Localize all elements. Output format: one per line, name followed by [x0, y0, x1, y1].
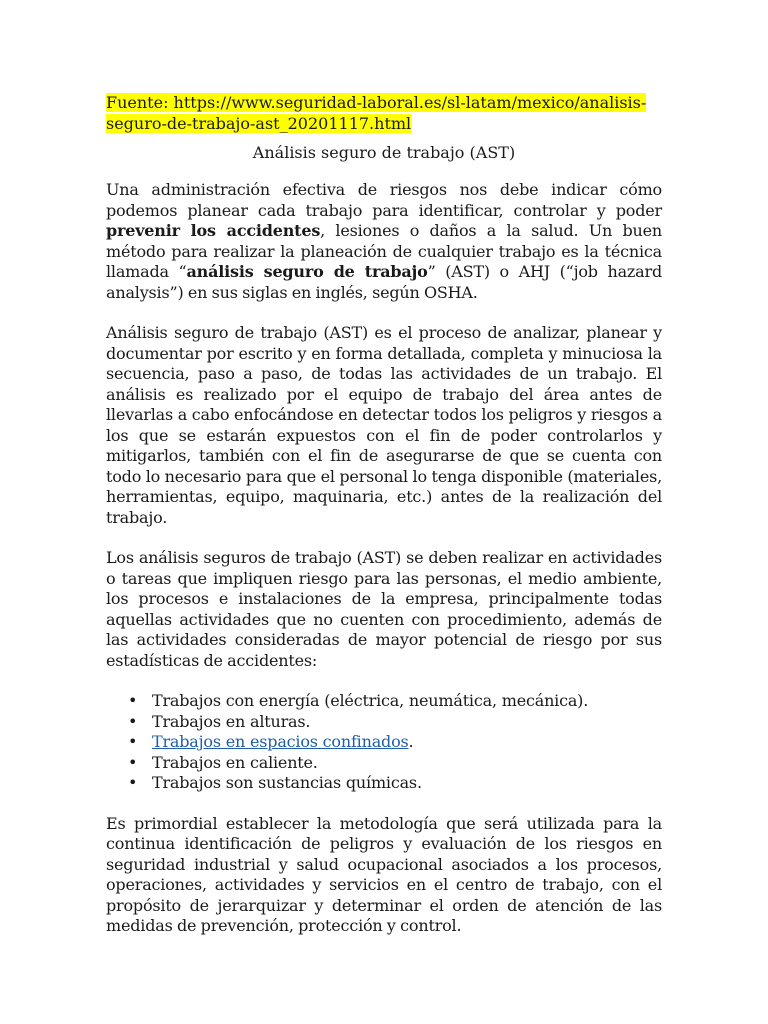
bullet-icon: • — [128, 752, 138, 772]
bullet-icon: • — [128, 711, 138, 731]
source-highlight[interactable]: Fuente: https://www.seguridad-laboral.es/sl-latam/mexico/analisis- seguro-de-trabajo-ast_20201117.html — [106, 93, 647, 133]
bold-ast: análisis seguro de trabajo — [186, 262, 428, 281]
bold-prevenir: prevenir los accidentes — [106, 221, 321, 240]
paragraph-methodology: Es primordial establecer la metodología que será utilizada para la continua identificación de peligros y evaluación de los riesgos en seguridad industrial y salud ocupacional asociados a los procesos, operaciones, actividades y servicios en el centro de trabajo, con el propósito de jerarquizar y determinar el orden de atención de las medidas de prevención, protección y control. — [106, 813, 662, 935]
list-item: • Trabajos en caliente. — [128, 752, 318, 772]
paragraph-definition: Análisis seguro de trabajo (AST) es el proceso de analizar, planear y documentar por escrito y en forma detallada, completa y minuciosa la secuencia, paso a paso, de todas las actividades de un trabajo. El análisis es realizado por el equipo de trabajo del área antes de llevarlas a cabo enfocándose en detectar todos los peligros y riesgos a los que se estarán expuestos con el fin de poder controlarlos y mitigarlos, también con el fin de asegurarse de que se cuenta con todo lo necesario para que el personal lo tenga disponible (materiales, herramientas, equipo, maquinaria, etc.) antes de la realización del trabajo. — [106, 323, 662, 527]
list-item: • Trabajos son sustancias químicas. — [128, 773, 422, 792]
paragraph-when: Los análisis seguros de trabajo (AST) se deben realizar en actividades o tareas que impliquen riesgo para las personas, el medio ambiente, los procesos e instalaciones de la empresa, principalmente todas aquellas actividades que no cuenten con procedimiento, además de las actividades consideradas de mayor potencial de riesgo por sus estadísticas de accidentes: — [106, 548, 662, 670]
list-item: • Trabajos en alturas. — [128, 711, 311, 731]
activities-list — [106, 691, 662, 794]
paragraph-intro: Una administración efectiva de riesgos nos debe indicar cómo podemos planear cada trabajo para identificar, controlar y poder prevenir los accidentes, lesiones o daños a la salud. Un buen método para realizar la planeación de cualquier trabajo es la técnica llamada “análisis seguro de trabajo” (AST) o AHJ (“job hazard analysis”) en sus siglas en inglés, según OSHA. — [106, 180, 662, 302]
source-line — [106, 92, 662, 134]
bullet-icon: • — [128, 773, 138, 792]
bullet-icon: • — [128, 732, 138, 751]
list-item: • Trabajos con energía (eléctrica, neumática, mecánica). — [128, 691, 589, 710]
confined-spaces-link[interactable]: Trabajos en espacios confinados — [152, 732, 409, 751]
bullet-icon: • — [128, 691, 138, 710]
page-title: Análisis seguro de trabajo (AST) — [252, 143, 516, 162]
list-item: • Trabajos en espacios confinados. — [128, 732, 414, 751]
